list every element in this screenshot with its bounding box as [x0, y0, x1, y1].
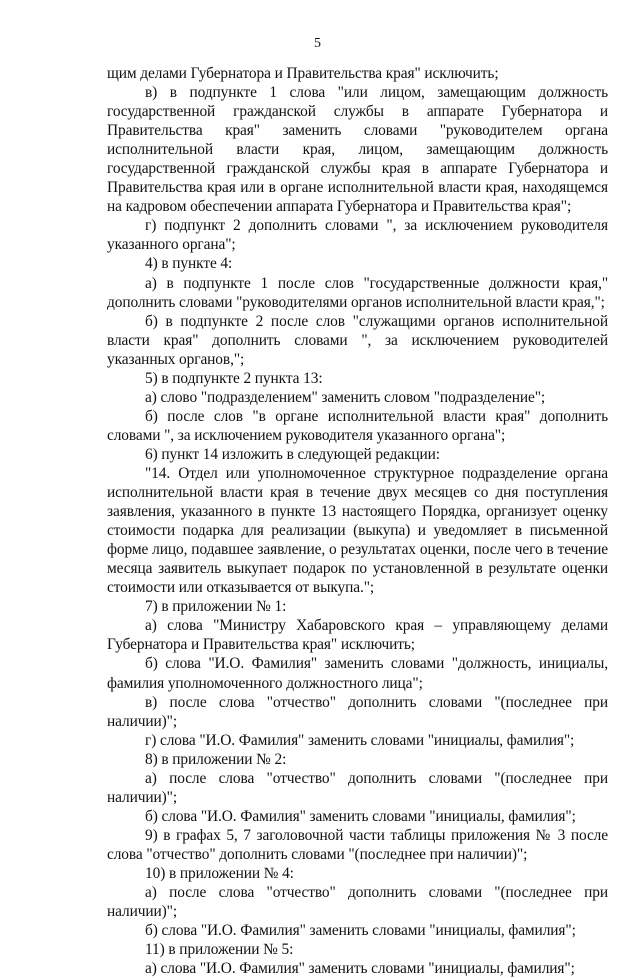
paragraph: а) слова "Министру Хабаровского края – управляющему делами Губернатора и Правительства края" исключить; [107, 617, 608, 654]
paragraph: а) после слова "отчество" дополнить словами "(последнее при наличии)"; [107, 884, 608, 921]
paragraph: б) в подпункте 2 после слов "служащими органов исполнительной власти края" дополнить словами ", за исключением руководителей указанных органов,"; [107, 312, 608, 368]
paragraph: 11) в приложении № 5: [145, 941, 294, 959]
paragraph: б) слова "И.О. Фамилия" заменить словами "инициалы, фамилия"; [145, 807, 576, 825]
paragraph: 5) в подпункте 2 пункта 13: [145, 369, 323, 387]
paragraph: "14. Отдел или уполномоченное структурное подразделение органа исполнительной власти края в течение двух месяцев со дня поступления заявления, указанного в пункте 13 настоящего Порядка, организует оценку стоимости подарка для реализации (выкупа) и уведомляет в письменной форме лицо, подавшее заявление, о результатах оценки, после чего в течение месяца заявитель выкупает подарок по установленной в результате оценки стоимости или отказывается от выкупа."; [107, 464, 608, 597]
document-body [107, 64, 608, 978]
paragraph: г) слова "И.О. Фамилия" заменить словами "инициалы, фамилия"; [145, 731, 575, 749]
paragraph: 8) в приложении № 2: [145, 750, 287, 768]
paragraph: 4) в пункте 4: [145, 255, 233, 273]
paragraph: щим делами Губернатора и Правительства края" исключить; [107, 65, 499, 82]
paragraph: а) слова "И.О. Фамилия" заменить словами "инициалы, фамилия"; [145, 960, 575, 978]
paragraph: б) после слов "в органе исполнительной власти края" дополнить словами ", за исключением руководителя указанного органа"; [107, 407, 608, 444]
paragraph: 6) пункт 14 изложить в следующей редакции: [145, 445, 440, 463]
paragraph: 10) в приложении № 4: [145, 864, 294, 882]
paragraph: в) в подпункте 1 слова "или лицом, замещающим должность государственной гражданской службы в аппарате Губернатора и Правительства края" заменить словами "руководителем органа исполнительной власти края, лицом, замещающим должность государственной гражданской службы края в аппарате Губернатора и Правительства края или в органе исполнительной власти края, находящемся на кадровом обеспечении аппарата Губернатора и Правительства края"; [107, 84, 608, 216]
page-number: 5 [314, 36, 321, 51]
paragraph: а) в подпункте 1 после слов "государственные должности края," дополнить словами "руководителями органов исполнительной власти края,"; [107, 274, 608, 311]
paragraph: а) слово "подразделением" заменить словом "подразделение"; [145, 388, 546, 406]
paragraph: 9) в графах 5, 7 заголовочной части таблицы приложения № 3 после слова "отчество" дополнить словами "(последнее при наличии)"; [107, 826, 608, 863]
paragraph: а) после слова "отчество" дополнить словами "(последнее при наличии)"; [107, 769, 608, 806]
paragraph: г) подпункт 2 дополнить словами ", за исключением руководителя указанного органа"; [107, 217, 608, 254]
paragraph: в) после слова "отчество" дополнить словами "(последнее при наличии)"; [107, 693, 608, 730]
paragraph: б) слова "И.О. Фамилия" заменить словами "должность, инициалы, фамилия уполномоченного должностного лица"; [107, 655, 608, 692]
paragraph: б) слова "И.О. Фамилия" заменить словами "инициалы, фамилия"; [145, 922, 576, 940]
paragraph: 7) в приложении № 1: [145, 598, 287, 616]
